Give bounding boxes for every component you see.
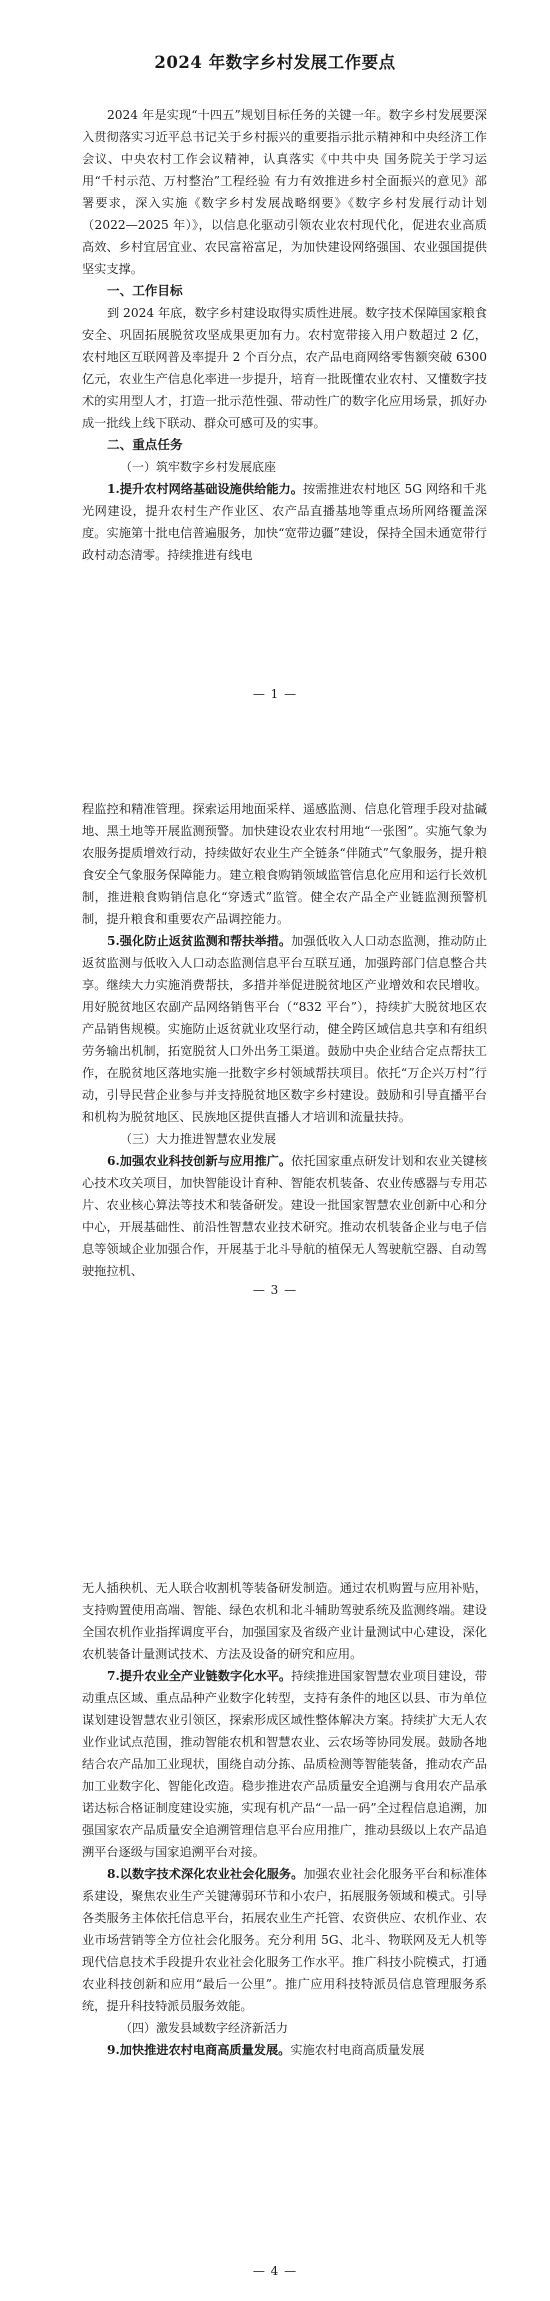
- task-item-8: [0, 1863, 550, 2017]
- task-item-7: [0, 1665, 550, 1863]
- task-item-9-lead: 9.加快推进农村电商高质量发展。: [107, 2043, 291, 2057]
- task-item-1-text: 按需推进农村地区 5G 网络和千兆光网建设，提升农村生产作业区、农产品直播基地等重点场所网络覆盖深度。实施第十批电信普遍服务，加快“宽带边疆”建设，保持全国未通宽带行政村动态清零。持续推进有线电: [82, 482, 487, 562]
- task-item-6-text: 依托国家重点研发计划和农业关键核心技术攻关项目，加快智能设计育种、智能农机装备、农业传感器与专用芯片、农业核心算法等技术和装备研发。建设一批国家智慧农业创新中心和分中心，开展基础性、前沿性智慧农业技术研究。推动农机装备企业与电子信息等领域企业加强合作，开展基于北斗导航的植保无人驾驶航空器、自动驾驶拖拉机、: [82, 1154, 487, 1278]
- page-4: [0, 1535, 550, 2301]
- task-item-7-lead: 7.提升农业全产业链数字化水平。: [107, 1669, 292, 1683]
- goals-paragraph: 到 2024 年底，数字乡村建设取得实质性进展。数字技术保障国家粮食安全、巩固拓展脱贫攻坚成果更加有力。农村宽带接入用户数超过 2 亿，农村地区互联网普及率提升 2 个百分点，农产品电商网络零售额突破 6300 亿元，农业生产信息化率进一步提升，培育一批既懂农业农村、又懂数字技术的实用型人才，打造一批示范性强、带动性广的数字化应用场景，抓好办成一批线上线下联动、群众可感可及的实事。: [82, 306, 488, 430]
- task-item-5-lead: 5.强化防止返贫监测和帮扶举措。: [107, 934, 292, 948]
- page-3: [0, 770, 550, 1535]
- page-number-3: — 3 —: [252, 1283, 298, 1297]
- task-item-6: [0, 1150, 550, 1282]
- task-item-8-lead: 8.以数字技术深化农业社会化服务。: [107, 1867, 304, 1881]
- task-item-1-lead: 1.提升农村网络基础设施供给能力。: [107, 482, 303, 496]
- page-number-1: — 1 —: [252, 687, 298, 701]
- page-1: [0, 0, 550, 770]
- intro-paragraph: 2024 年是实现“十四五”规划目标任务的关键一年。数字乡村发展要深入贯彻落实习近平总书记关于乡村振兴的重要指示批示精神和中央经济工作会议、中央农村工作会议精神，认真落实《中共中央 国务院关于学习运用“千村示范、万村整治”工程经验 有力有效推进乡村全面振兴的意见》部署要求，深入实施《数字乡村发展战略纲要》《数字乡村发展行动计划（2022—2025 年）》，以信息化驱动引领农业农村现代化，促进农业高质高效、乡村宜居宜业、农民富裕富足，为加快建设网络强国、农业强国提供坚实支撑。: [82, 108, 487, 276]
- task-item-5-text: 加强低收入人口动态监测，推动防止返贫监测与低收入人口动态监测信息平台互联互通，加强跨部门信息整合共享。继续大力实施消费帮扶，多措并举促进脱贫地区产业增效和农民增收。用好脱贫地区农副产品网络销售平台（“832 平台”），持续扩大脱贫地区农产品销售规模。实施防止返贫就业攻坚行动，健全跨区域信息共享和有组织劳务输出机制，拓宽脱贫人口外出务工渠道。鼓励中央企业结合定点帮扶工作，在脱贫地区落地实施一批数字乡村领域帮扶项目。依托“万企兴万村”行动，引导民营企业参与并支持脱贫地区数字乡村建设。鼓励和引导直播平台和机构为脱贫地区、民族地区提供直播人才培训和流量扶持。: [82, 934, 487, 1124]
- task-item-9-text: 实施农村电商高质量发展: [290, 2043, 425, 2057]
- section-heading-goals: 一、工作目标: [107, 283, 183, 298]
- section-heading-tasks: 二、重点任务: [107, 437, 183, 452]
- page-number-4: — 4 —: [252, 2264, 298, 2278]
- subsection-heading-4: （四）激发县域数字经济新活力: [120, 2021, 289, 2035]
- subsection-heading-1: （一）筑牢数字乡村发展底座: [120, 460, 277, 474]
- task-item-7-text: 持续推进国家智慧农业项目建设，带动重点区域、重点品种产业数字化转型，支持有条件的地区以县、市为单位谋划建设智慧农业引领区，探索形成区域性整体解决方案。持续扩大无人农业作业试点范围，推动智能农机和智慧农业、云农场等协同发展。鼓励各地结合农产品加工业现状，围绕自动分拣、品质检测等智能装备，推动农产品加工业数字化、智能化改造。稳步推进农产品质量安全追溯与食用农产品承诺达标合格证制度建设实施，实现有机产品“一品一码”全过程信息追溯，加强国家农产品质量安全追溯管理信息平台应用推广，推动县级以上农产品追溯平台逐级与国家追溯平台对接。: [82, 1669, 487, 1859]
- continued-paragraph-p4: 无人插秧机、无人联合收割机等装备研发制造。通过农机购置与应用补贴，支持购置使用高端、智能、绿色农机和北斗辅助驾驶系统及监测终端。建设全国农机作业指挥调度平台，加强国家及省级产业计量测试中心建设，深化农机装备计量测试技术、方法及设备的研究和应用。: [82, 1581, 487, 1661]
- subsection-heading-3: （三）大力推进智慧农业发展: [120, 1132, 277, 1146]
- task-item-6-lead: 6.加强农业科技创新与应用推广。: [107, 1154, 292, 1168]
- task-item-1: [0, 478, 550, 566]
- task-item-9: [0, 2039, 550, 2061]
- task-item-8-text: 加强农业社会化服务平台和标准体系建设，聚焦农业生产关键薄弱环节和小农户，拓展服务领域和模式。引导各类服务主体依托信息平台，拓展农业生产托管、农资供应、农机作业、农业市场营销等全方位社会化服务。充分利用 5G、北斗、物联网及无人机等现代信息技术手段提升农业社会化服务工作水平。推广科技小院模式，打通农业科技创新和应用“最后一公里”。推广应用科技特派员信息管理服务系统，提升科技特派员服务效能。: [82, 1867, 487, 2013]
- page-title: 2024 年数字乡村发展工作要点: [154, 53, 396, 72]
- task-item-5: [0, 930, 550, 1128]
- continued-paragraph-p3: 程监控和精准管理。探索运用地面采样、遥感监测、信息化管理手段对盐碱地、黑土地等开展监测预警。加快建设农业农村用地“一张图”。实施气象为农服务提质增效行动，持续做好农业生产全链条“伴随式”气象服务，提升粮食安全气象服务保障能力。建立粮食购销领域监管信息化应用和运行长效机制，推进粮食购销信息化“穿透式”监管。健全农产品全产业链监测预警机制，提升粮食和重要农产品调控能力。: [82, 802, 487, 926]
